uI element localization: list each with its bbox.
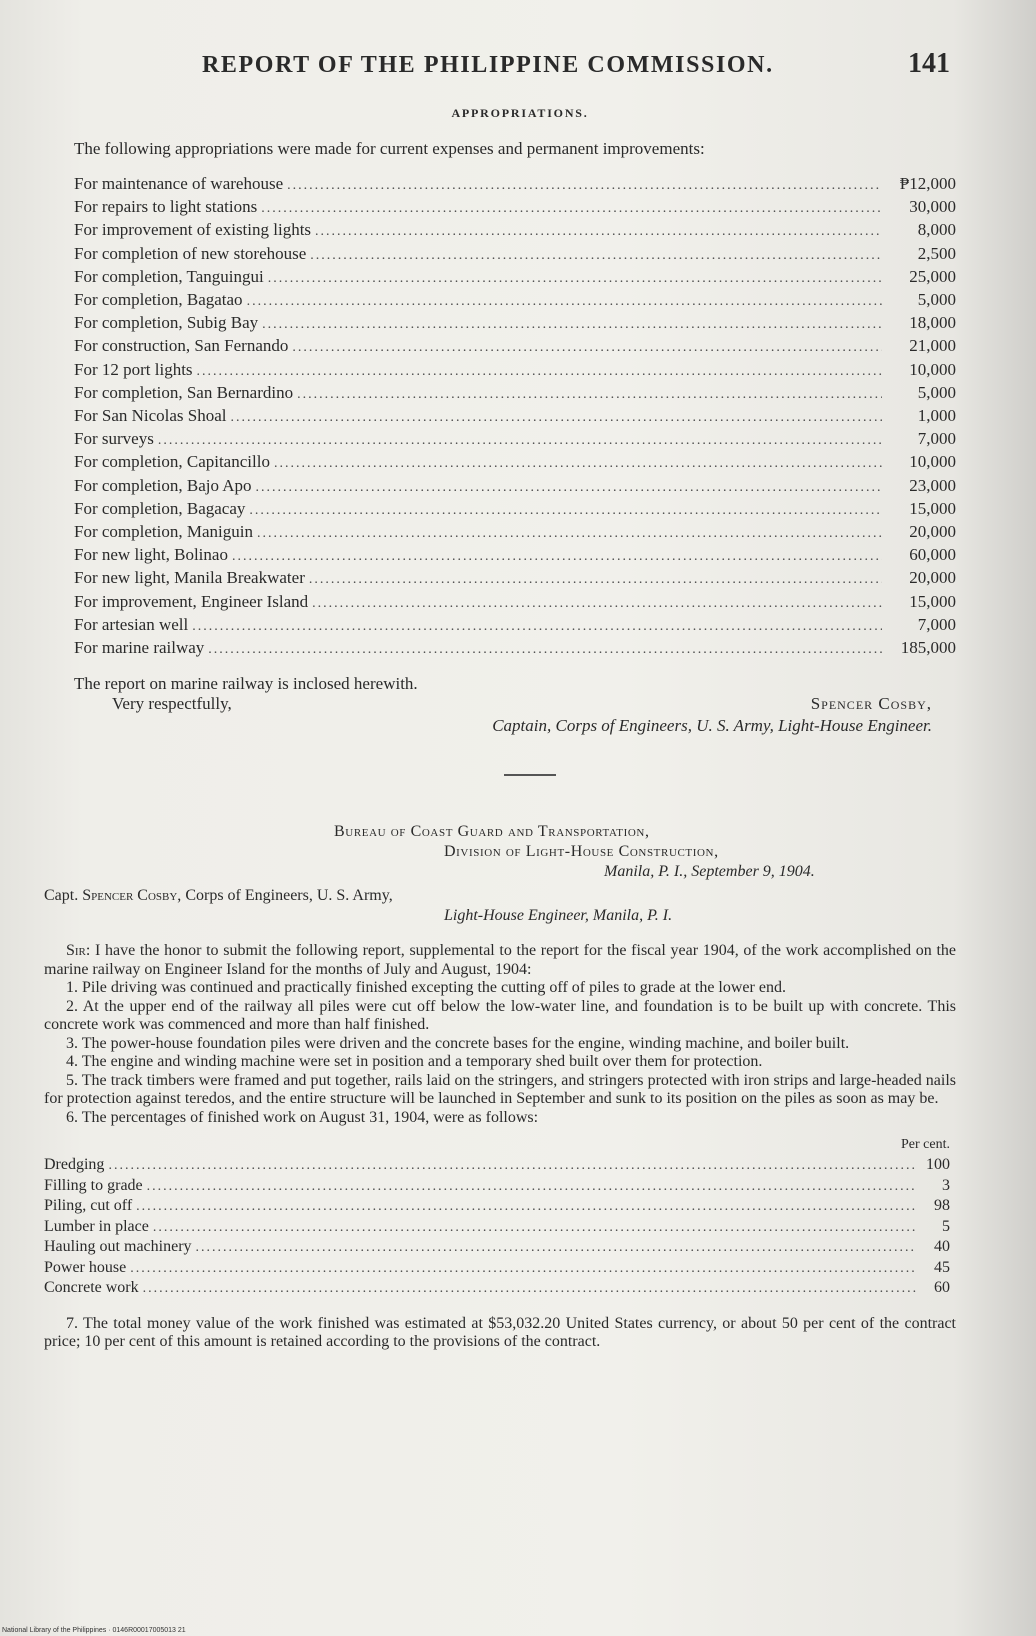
running-head bbox=[44, 44, 956, 94]
item-label: For surveys bbox=[74, 429, 154, 449]
paragraph-text: I have the honor to submit the following report, supplemental to the report for the fiscal year 1904, of the work accomplished on the marine railway on Engineer Island for the months of July and August, 1904: bbox=[44, 942, 957, 978]
recipient-rank: Capt. bbox=[44, 887, 79, 905]
item-value: 15,000 bbox=[909, 591, 956, 611]
footer-stamp: National Library of the Philippines · 0146R00017005013 21 bbox=[2, 1627, 186, 1634]
item-label: Dredging bbox=[44, 1156, 105, 1174]
letter-from-line2: Division of Light-House Construction, bbox=[444, 843, 719, 861]
list-item bbox=[74, 428, 956, 451]
list-item bbox=[74, 173, 956, 196]
list-item bbox=[74, 614, 956, 637]
salutation: Sir: bbox=[66, 942, 91, 960]
item-label: For improvement, Engineer Island bbox=[74, 591, 309, 611]
item-value: 60,000 bbox=[909, 545, 956, 565]
list-item bbox=[44, 1196, 950, 1217]
list-item bbox=[74, 405, 956, 428]
item-label: Hauling out machinery bbox=[44, 1238, 192, 1256]
item-label: For artesian well bbox=[74, 614, 189, 634]
final-paragraph-block bbox=[44, 1315, 956, 1352]
item-value: 23,000 bbox=[909, 475, 956, 495]
item-label: For 12 port lights bbox=[74, 359, 193, 379]
item-label: For completion, Capitancillo bbox=[74, 452, 270, 472]
section-heading: APPROPRIATIONS. bbox=[451, 106, 589, 120]
closing-block bbox=[44, 674, 956, 736]
list-item bbox=[74, 591, 956, 614]
item-value: 10,000 bbox=[909, 452, 956, 472]
letter-paragraph: 3. The power-house foundation piles were driven and the concrete bases for the engine, winding machine, and boiler built. bbox=[66, 1034, 850, 1052]
item-value: 15,000 bbox=[909, 498, 956, 518]
letter-paragraph: 5. The track timbers were framed and put together, rails laid on the stringers, and stringers protected with iron strips and large-headed nails for protection against teredos, and the entire structure will be launched in September and sunk to its position on the piles as soon as may be. bbox=[44, 1071, 956, 1108]
item-value: 7,000 bbox=[917, 429, 956, 449]
list-item bbox=[74, 475, 956, 498]
item-label: For maintenance of warehouse bbox=[74, 174, 284, 193]
list-item bbox=[74, 451, 956, 474]
item-label: For improvement of existing lights bbox=[74, 220, 312, 240]
item-label: Lumber in place bbox=[44, 1217, 149, 1235]
dot-leader bbox=[136, 1197, 916, 1217]
item-value: 185,000 bbox=[900, 638, 956, 658]
dot-leader bbox=[147, 1177, 916, 1197]
item-label: Piling, cut off bbox=[44, 1197, 133, 1215]
signature: Spencer Cosby, bbox=[810, 694, 932, 714]
list-item bbox=[74, 567, 956, 590]
dot-leader bbox=[158, 430, 882, 451]
item-value: 30,000 bbox=[909, 197, 956, 217]
letter-body bbox=[44, 942, 956, 1127]
item-value: 98 bbox=[934, 1197, 950, 1215]
letter-paragraph: 6. The percentages of finished work on August 31, 1904, were as follows: bbox=[66, 1108, 539, 1126]
list-item bbox=[44, 1258, 950, 1279]
dot-leader bbox=[153, 1218, 916, 1238]
list-item bbox=[74, 521, 956, 544]
list-item bbox=[44, 1237, 950, 1258]
item-value: ₱12,000 bbox=[899, 174, 956, 193]
item-value: 20,000 bbox=[909, 522, 956, 542]
item-value: 1,000 bbox=[917, 406, 956, 426]
list-item bbox=[74, 243, 956, 266]
letter-place-date: Manila, P. I., September 9, 1904. bbox=[604, 863, 815, 881]
dot-leader bbox=[262, 314, 882, 335]
letter-recipient bbox=[44, 886, 956, 906]
recipient-title: Light-House Engineer, Manila, P. I. bbox=[444, 907, 673, 925]
dot-leader bbox=[310, 245, 882, 266]
closing-note: The report on marine railway is inclosed herewith. bbox=[74, 674, 418, 694]
page-title: REPORT OF THE PHILIPPINE COMMISSION. bbox=[202, 52, 774, 78]
list-item bbox=[44, 1217, 950, 1238]
dot-leader bbox=[143, 1279, 916, 1299]
item-value: 21,000 bbox=[909, 336, 956, 356]
letter-paragraph: 4. The engine and winding machine were set in position and a temporary shed built over them for protection. bbox=[66, 1053, 763, 1071]
dot-leader bbox=[268, 268, 882, 289]
item-value: 5,000 bbox=[917, 290, 956, 310]
page-number: 141 bbox=[908, 48, 950, 79]
item-label: Filling to grade bbox=[44, 1176, 143, 1194]
letter-paragraph bbox=[44, 942, 956, 979]
dot-leader bbox=[247, 291, 882, 312]
item-value: 20,000 bbox=[909, 568, 956, 588]
item-label: For completion, Tanguingui bbox=[74, 266, 264, 286]
item-label: For new light, Manila Breakwater bbox=[74, 568, 305, 588]
item-label: For completion, Subig Bay bbox=[74, 313, 259, 333]
item-label: For completion, Maniguin bbox=[74, 522, 253, 542]
closing-signature-line bbox=[44, 694, 956, 716]
list-item bbox=[74, 312, 956, 335]
item-label: For completion, San Bernardino bbox=[74, 382, 294, 402]
list-item bbox=[74, 359, 956, 382]
signature-title: Captain, Corps of Engineers, U. S. Army, Light-House Engineer. bbox=[492, 716, 932, 736]
list-item bbox=[74, 637, 956, 660]
item-value: 5,000 bbox=[917, 382, 956, 402]
dot-leader bbox=[192, 616, 882, 637]
dot-leader bbox=[315, 221, 882, 242]
percent-column-header: Per cent. bbox=[901, 1137, 950, 1153]
item-value: 40 bbox=[934, 1238, 950, 1256]
dot-leader bbox=[256, 477, 882, 498]
item-value: 3 bbox=[942, 1176, 950, 1194]
item-value: 100 bbox=[926, 1156, 950, 1174]
item-value: 10,000 bbox=[909, 359, 956, 379]
appropriations-list bbox=[74, 173, 956, 660]
dot-leader bbox=[312, 593, 882, 614]
dot-leader bbox=[249, 500, 882, 521]
list-item bbox=[74, 498, 956, 521]
dot-leader bbox=[287, 175, 882, 196]
list-item bbox=[44, 1278, 950, 1299]
list-item bbox=[74, 196, 956, 219]
item-label: For completion, Bagatao bbox=[74, 290, 243, 310]
letter-from-line1: Bureau of Coast Guard and Transportation, bbox=[334, 823, 650, 841]
item-label: Concrete work bbox=[44, 1279, 139, 1297]
recipient-name: Spencer Cosby, bbox=[82, 887, 182, 905]
list-item bbox=[74, 544, 956, 567]
list-item bbox=[74, 382, 956, 405]
dot-leader bbox=[292, 337, 882, 358]
dot-leader bbox=[197, 361, 882, 382]
dot-leader bbox=[232, 546, 882, 567]
item-label: For new light, Bolinao bbox=[74, 545, 228, 565]
dot-leader bbox=[274, 453, 882, 474]
letter-paragraph: 1. Pile driving was continued and practically finished excepting the cutting off of piles to grade at the lower end. bbox=[66, 979, 786, 997]
dot-leader bbox=[297, 384, 882, 405]
item-value: 7,000 bbox=[917, 614, 956, 634]
dot-leader bbox=[208, 639, 882, 660]
dot-leader bbox=[257, 523, 882, 544]
list-item bbox=[74, 219, 956, 242]
item-label: For repairs to light stations bbox=[74, 197, 258, 217]
list-item bbox=[74, 266, 956, 289]
item-value: 5 bbox=[942, 1217, 950, 1235]
recipient-rest: Corps of Engineers, U. S. Army, bbox=[185, 887, 393, 905]
list-item bbox=[74, 335, 956, 358]
dot-leader bbox=[196, 1238, 916, 1258]
item-value: 2,500 bbox=[917, 243, 956, 263]
section-divider bbox=[504, 774, 556, 776]
item-value: 45 bbox=[934, 1258, 950, 1276]
dot-leader bbox=[309, 569, 882, 590]
item-value: 8,000 bbox=[917, 220, 956, 240]
list-item bbox=[74, 289, 956, 312]
valediction: Very respectfully, bbox=[112, 694, 232, 714]
dot-leader bbox=[231, 407, 882, 428]
item-value: 18,000 bbox=[909, 313, 956, 333]
intro-paragraph: The following appropriations were made for current expenses and permanent improvements: bbox=[74, 139, 705, 158]
dot-leader bbox=[130, 1259, 916, 1279]
dot-leader bbox=[108, 1156, 916, 1176]
item-label: Power house bbox=[44, 1258, 127, 1276]
letter-paragraph: 2. At the upper end of the railway all piles were cut off below the low-water line, and foundation is to be built up with concrete. This concrete work was commenced and more than half finished. bbox=[44, 997, 956, 1034]
percentages-list bbox=[44, 1155, 950, 1299]
item-label: For completion of new storehouse bbox=[74, 243, 307, 263]
item-label: For construction, San Fernando bbox=[74, 336, 289, 356]
item-label: For marine railway bbox=[74, 638, 205, 658]
final-paragraph: 7. The total money value of the work finished was estimated at $53,032.20 United States currency, or about 50 per cent of the contract price; 10 per cent of this amount is retained according to the provisions of the contract. bbox=[44, 1314, 956, 1351]
item-value: 25,000 bbox=[909, 266, 956, 286]
item-label: For San Nicolas Shoal bbox=[74, 406, 227, 426]
list-item bbox=[44, 1155, 950, 1176]
item-label: For completion, Bajo Apo bbox=[74, 475, 252, 495]
dot-leader bbox=[261, 198, 882, 219]
item-label: For completion, Bagacay bbox=[74, 498, 246, 518]
item-value: 60 bbox=[934, 1279, 950, 1297]
list-item bbox=[44, 1176, 950, 1197]
letter-address-block bbox=[44, 822, 956, 926]
